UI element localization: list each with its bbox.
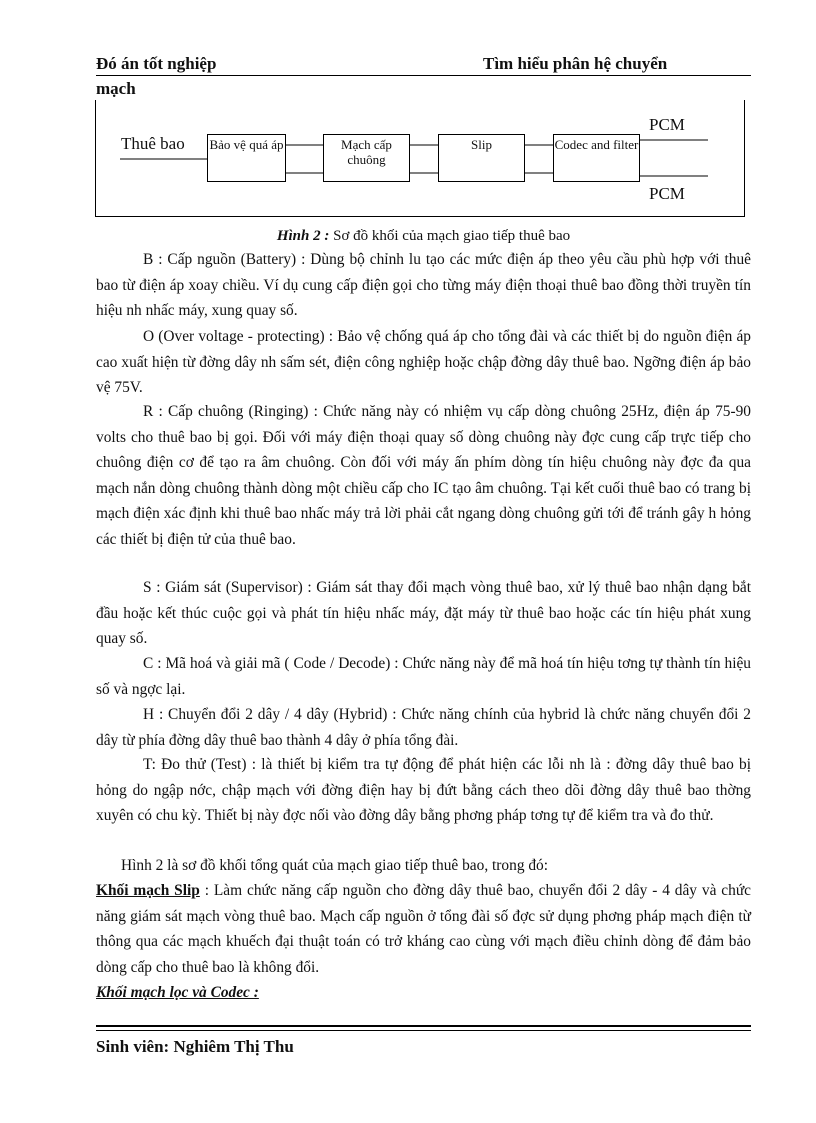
figure-caption-text: Sơ đồ khối của mạch giao tiếp thuê bao xyxy=(329,228,571,244)
paragraph-supervisor: S : Giám sát (Supervisor) : Giám sát thay đổi mạch vòng thuê bao, xử lý thuê bao nhận dạng bắt đầu hoặc kết thúc cuộc gọi và phát tín hiệu nhấc máy, đặt máy từ thuê bao hoặc các tín hiệu phát xung quay số. xyxy=(96,579,751,647)
header-rule xyxy=(96,75,751,76)
paragraph-test: T: Đo thử (Test) : là thiết bị kiểm tra tự động để phát hiện các lỗi nh là : đờng dây thuê bao bị hỏng do ngập nớc, chập mạch với đờng điện hay bị đứt bằng cách theo dõi đờng dây thuê bao thờng xuyên có chu kỳ. Thiết bị này đợc nối vào đờng dây bằng phơng pháp tơng tự để kiểm tra và đo thử. xyxy=(96,756,751,824)
slip-heading: Khối mạch Slip xyxy=(96,882,200,899)
paragraph-hybrid: H : Chuyển đổi 2 dây / 4 dây (Hybrid) : Chức năng chính của hybrid là chức năng chuyển đổi 2 dây từ phía đờng dây thuê bao thành 4 dây ở phía tổng đài. xyxy=(96,706,751,749)
header-title-continuation: mạch xyxy=(96,79,136,98)
diagram-pcm-top-label: PCM xyxy=(649,115,685,134)
figure-caption-label: Hình 2 : xyxy=(276,228,330,244)
header-left-title: Đó án tốt nghiệp xyxy=(96,54,217,73)
diagram-connectors xyxy=(96,100,744,216)
codec-filter-heading: Khối mạch lọc và Codec : xyxy=(96,984,259,1001)
diagram-pcm-bottom-label: PCM xyxy=(649,184,685,203)
paragraph-figure-intro: Hình 2 là sơ đồ khối tổng quát của mạch giao tiếp thuê bao, trong đó: xyxy=(121,857,549,874)
box-overvoltage-protection: Bảo vệ quá áp xyxy=(207,134,286,182)
paragraph-codec-heading xyxy=(96,980,751,1006)
paragraph-slip xyxy=(96,878,751,980)
footer-student-name: Sinh viên: Nghiêm Thị Thu xyxy=(96,1037,294,1056)
block-diagram xyxy=(95,100,745,217)
footer-rule-thick xyxy=(96,1025,751,1027)
box-ringing-circuit: Mạch cấp chuông xyxy=(323,134,410,182)
slip-text: : Làm chức năng cấp nguồn cho đờng dây thuê bao, chuyển đổi 2 dây - 4 dây và chức năng giám sát mạch vòng thuê bao. Mạch cấp nguồn ở tổng đài số đợc sử dụng phơng pháp mạch điện từ thông qua các mạch khuếch đại thuật toán có trở kháng cao cùng với mạch điều chỉnh dòng để đảm bảo dòng cấp cho thuê bao là không đổi. xyxy=(96,882,751,976)
paragraph-overvoltage: O (Over voltage - protecting) : Bảo vệ chống quá áp cho tổng đài và các thiết bị do nguồn điện áp cao xuất hiện từ đờng dây nh sấm sét, điện công nghiệp hoặc chập đờng dây thuê bao. Ngỡng điện áp bảo vệ 75V. xyxy=(96,328,751,396)
paragraph-battery: B : Cấp nguồn (Battery) : Dùng bộ chỉnh lu tạo các mức điện áp theo yêu cầu phù hợp với thuê bao từ điện áp xoay chiều. Ví dụ cung cấp điện gọi cho từng máy điện thoại thuê bao đồng thời truyền tín hiệu nh nhấc máy, xung quay số. xyxy=(96,251,751,319)
box-slip: Slip xyxy=(438,134,525,182)
paragraph-codec: C : Mã hoá và giải mã ( Code / Decode) : Chức năng này để mã hoá tín hiệu tơng tự thành tín hiệu số và ngợc lại. xyxy=(96,655,751,698)
paragraph-ringing: R : Cấp chuông (Ringing) : Chức năng này có nhiệm vụ cấp dòng chuông 25Hz, điện áp 75-90 volts cho thuê bao bị gọi. Đối với máy điện thoại quay số dòng chuông này đợc cung cấp trực tiếp cho chuông điện cơ để tạo ra âm chuông. Còn đối với máy ấn phím dòng tín hiệu chuông này đợc đa qua mạch nắn dòng chuông thành dòng một chiều cấp cho IC tạo âm chuông. Tại kết cuối thuê bao có trang bị mạch điện xác định khi thuê bao nhấc máy trả lời phải cắt ngang dòng chuông gửi tới để tránh gây h hỏng các thiết bị điện tử của thuê bao. xyxy=(96,403,751,548)
figure-caption xyxy=(96,228,751,245)
footer-rule-thin xyxy=(96,1030,751,1031)
box-codec-filter: Codec and filter xyxy=(553,134,640,182)
header-right-title: Tìm hiểu phân hệ chuyển xyxy=(483,54,668,73)
diagram-input-label: Thuê bao xyxy=(121,134,185,153)
